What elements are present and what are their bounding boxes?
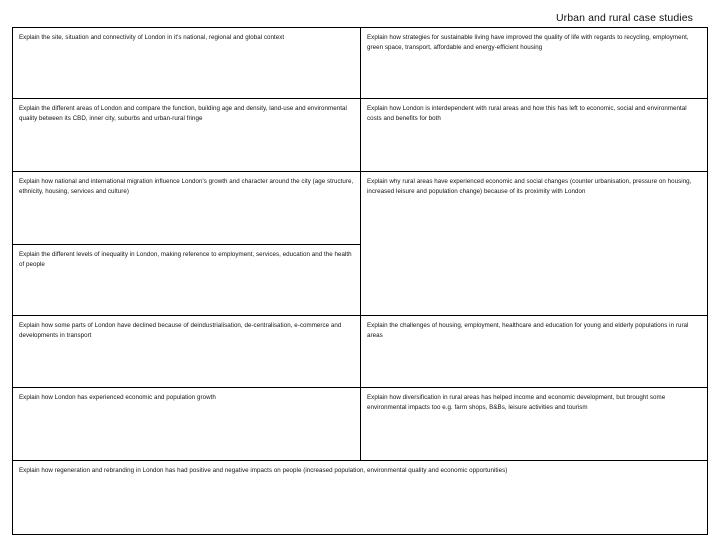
prompt-text: Explain how some parts of London have declined because of deindustrialisation, de-centralisation, e-commerce and developments in transport bbox=[19, 322, 342, 340]
prompt-text: Explain the different levels of inequality in London, making reference to employment, services, education and the health of people bbox=[19, 251, 352, 269]
box-migration bbox=[12, 171, 361, 245]
prompt-text: Explain the challenges of housing, employment, healthcare and education for young and elderly populations in rural areas bbox=[367, 322, 689, 340]
prompt-text: Explain how London has experienced economic and population growth bbox=[19, 394, 216, 401]
page-title: Urban and rural case studies bbox=[555, 12, 693, 24]
box-rural-changes bbox=[360, 171, 708, 316]
prompt-text: Explain the different areas of London and compare the function, building age and density, land-use and environmental quality between its CBD, inner city, suburbs and urban-rural fringe bbox=[19, 105, 347, 123]
box-decline bbox=[12, 315, 361, 388]
prompt-text: Explain why rural areas have experienced economic and social changes (counter urbanisation, pressure on housing, increased leisure and population change) because of its proximity with London bbox=[367, 178, 692, 196]
box-sustainable-living bbox=[360, 27, 708, 99]
prompt-text: Explain how strategies for sustainable living have improved the quality of life with regards to recycling, employment, green space, transport, affordable and energy-efficient housing bbox=[367, 34, 689, 52]
prompt-text: Explain how diversification in rural areas has helped income and economic development, but brought some environmental impacts too e.g. farm shops, B&Bs, leisure activities and tourism bbox=[367, 394, 666, 412]
box-areas-compare bbox=[12, 98, 361, 172]
prompt-text: Explain the site, situation and connectivity of London in it's national, regional and global context bbox=[19, 34, 285, 41]
box-site-situation bbox=[12, 27, 361, 99]
box-inequality bbox=[12, 244, 361, 316]
box-rural-challenges bbox=[360, 315, 708, 388]
box-diversification bbox=[360, 387, 708, 461]
prompt-text: Explain how London is interdependent with rural areas and how this has left to economic, social and environmental costs and benefits for both bbox=[367, 105, 687, 123]
prompt-text: Explain how national and international migration influence London's growth and character around the city (age structure, ethnicity, housing, services and culture) bbox=[19, 178, 354, 196]
box-growth bbox=[12, 387, 361, 461]
box-interdependent bbox=[360, 98, 708, 172]
box-regeneration bbox=[12, 460, 708, 535]
prompt-text: Explain how regeneration and rebranding in London has had positive and negative impacts on people (increased population, environmental quality and economic opportunities) bbox=[19, 467, 508, 474]
